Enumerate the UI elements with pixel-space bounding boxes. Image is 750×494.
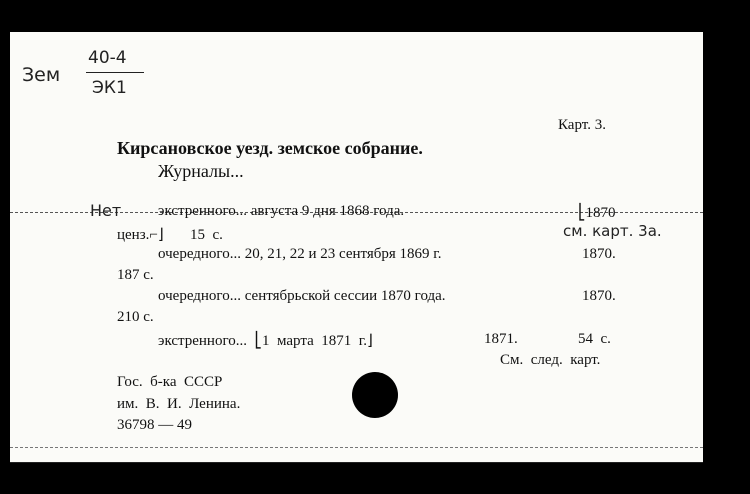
handwritten-numerator: 40-4	[88, 48, 127, 68]
handwritten-denominator: ЭК1	[92, 78, 127, 98]
entry-text: 187 с.	[117, 267, 154, 283]
bottom-edge-line	[10, 462, 703, 463]
library-name: Гос. б-ка СССР	[117, 374, 223, 390]
entry-year: 1870.	[582, 246, 616, 262]
library-dedication: им. В. И. Ленина.	[117, 396, 241, 412]
bottom-dashed-rule	[10, 447, 703, 448]
handwritten-left-note: Нет	[90, 201, 122, 220]
entry-text: очередного... сентябрьской сессии 1870 года.	[158, 288, 446, 304]
card-number: Карт. 3.	[558, 117, 606, 133]
entry-text: ценз.⌐⌋ 15 с.	[117, 227, 223, 243]
entry-text: экстренного... августа 9 дня 1868 года.	[158, 203, 405, 219]
handwritten-shelf-prefix: Зем	[22, 64, 61, 86]
card-subtitle: Журналы...	[158, 161, 244, 181]
entry-text: очередного... 20, 21, 22 и 23 сентября 1869 г.	[158, 246, 442, 262]
see-next-card: См. след. карт.	[500, 352, 601, 368]
entry-text: экстренного... ⎣1 марта 1871 г.⌋	[158, 333, 373, 349]
handwritten-right-note: см. карт. 3а.	[563, 222, 662, 240]
card-punch-hole	[352, 372, 398, 418]
card-title: Кирсановское уезд. земское собрание.	[117, 138, 423, 158]
entry-year: 1871.	[484, 331, 518, 347]
library-number: 36798 — 49	[117, 417, 192, 433]
entry-pages: 54 с.	[578, 331, 611, 347]
entry-text: 210 с.	[117, 309, 154, 325]
handwritten-fraction-line	[86, 72, 144, 73]
entry-year: 1870.	[582, 288, 616, 304]
entry-year: ⎣1870	[578, 205, 616, 221]
